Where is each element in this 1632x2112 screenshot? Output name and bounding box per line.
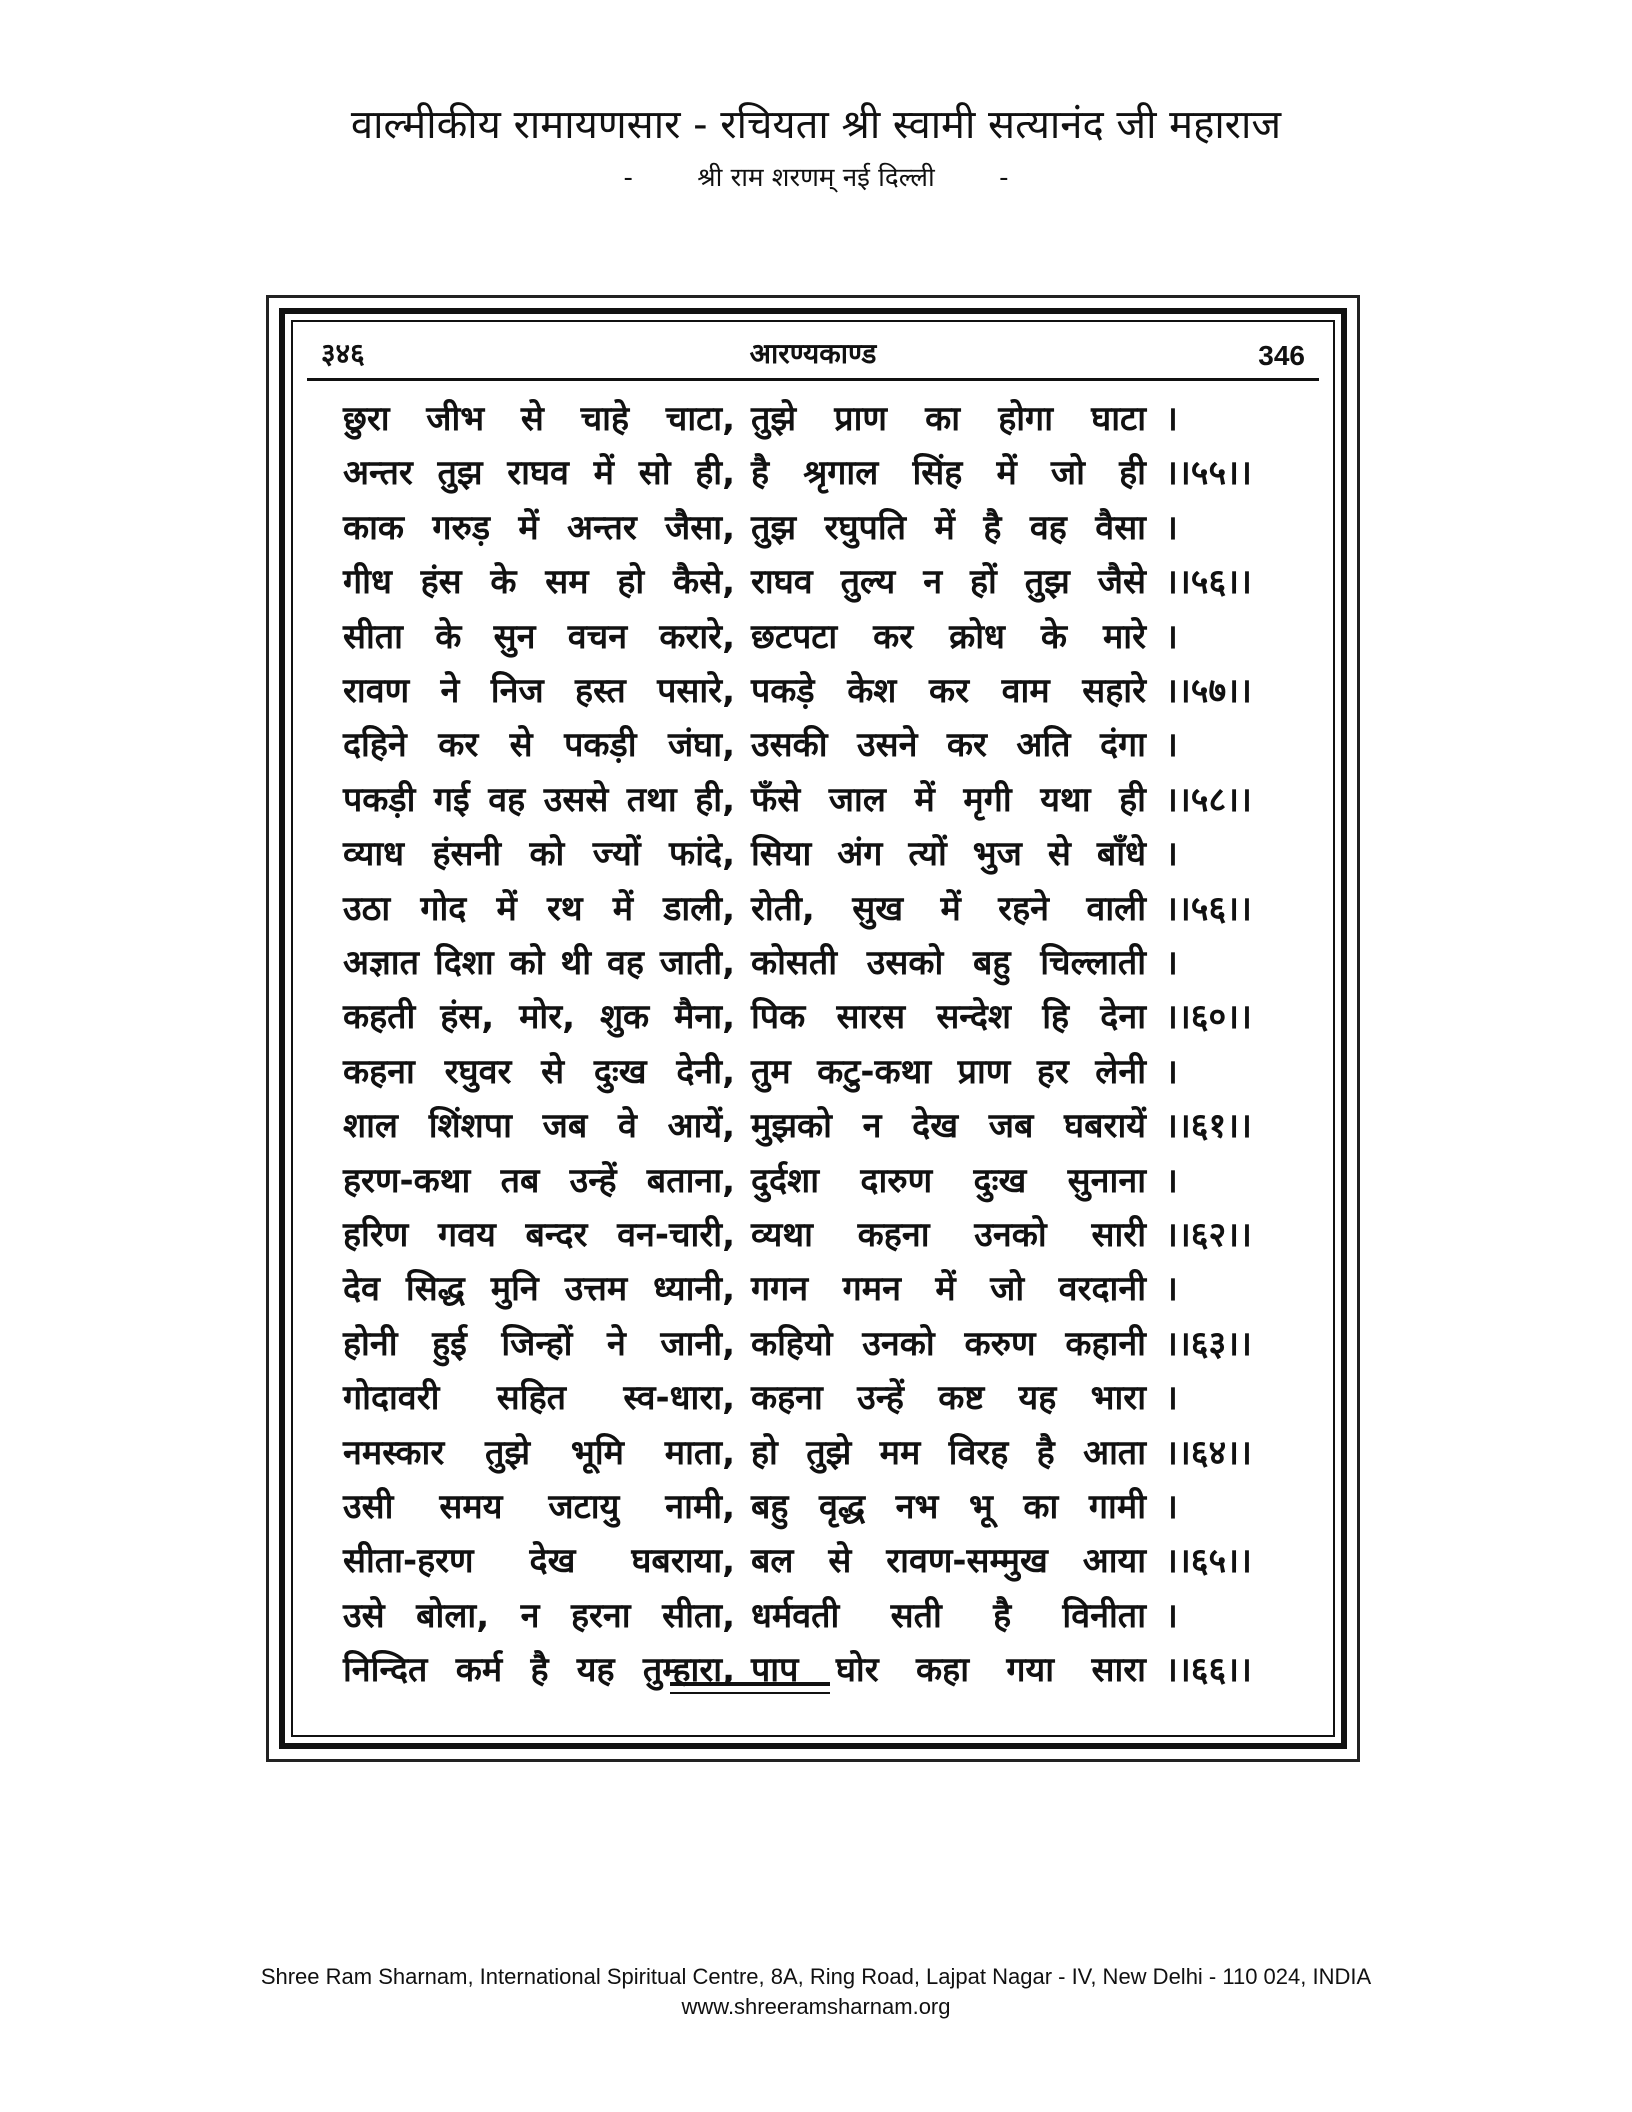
verse-second-half: छटपटा कर क्रोध के मारे [751, 616, 1146, 657]
verse-second-half: तुझे प्राण का होगा घाटा [751, 399, 1146, 439]
verse-line [293, 1426, 1333, 1480]
verse-first-half: सीता-हरण देख घबराया, [343, 1541, 735, 1582]
footer-address: Shree Ram Sharnam, International Spiritual Centre, 8A, Ring Road, Lajpat Nagar - IV, New Delhi - 110 024, INDIA [260, 1964, 1372, 1989]
verse-first-half: अन्तर तुझ राघव में सो ही, [343, 453, 735, 494]
verse-second-half: हो तुझे मम विरह है आता [751, 1432, 1146, 1473]
verse-second-half: तुम कटु-कथा प्राण हर लेनी [751, 1051, 1146, 1092]
verse-line [293, 990, 1333, 1044]
verse-number-mark: । [1165, 1378, 1178, 1419]
verse-first-half: गीध हंस के सम हो कैसे, [343, 562, 735, 603]
verse-number-mark: ।।६२।। [1165, 1215, 1252, 1255]
verse-second-half: रोती, सुख में रहने वाली [751, 888, 1146, 929]
verse-line [293, 1208, 1333, 1262]
verse-second-half: उसकी उसने कर अति दंगा [751, 725, 1146, 766]
verse-line [293, 610, 1333, 664]
verse-first-half: उसे बोला, न हरना सीता, [343, 1595, 735, 1636]
verse-second-half: सिया अंग त्यों भुज से बाँधे [751, 834, 1146, 875]
verse-number-mark: । [1165, 1051, 1178, 1092]
verse-number-mark: ।।६०।। [1165, 997, 1252, 1038]
verse-second-half: दुर्दशा दारुण दुःख सुनाना [751, 1160, 1146, 1201]
verse-line [293, 1371, 1333, 1425]
verse-second-half: पिक सारस सन्देश हि देना [751, 997, 1146, 1038]
verse-first-half: अज्ञात दिशा को थी वह जाती, [343, 943, 735, 983]
verse-number-mark: । [1165, 1269, 1178, 1310]
dash-left: - [623, 163, 633, 193]
verse-number-mark: ।।६६।। [1165, 1650, 1252, 1691]
verse-first-half: कहती हंस, मोर, शुक मैना, [343, 997, 735, 1038]
verse-number-mark: । [1165, 725, 1178, 766]
verse-number-mark: । [1165, 834, 1178, 875]
document-header [0, 100, 1632, 198]
verse-line [293, 664, 1333, 718]
verse-first-half: रावण ने निज हस्त पसारे, [343, 671, 735, 711]
verse-second-half: राघव तुल्य न हों तुझ जैसे [751, 562, 1146, 603]
verse-first-half: हरिण गवय बन्दर वन-चारी, [343, 1215, 735, 1255]
verse-number-mark: ।।५७।। [1165, 671, 1252, 711]
page-number-devanagari: ३४६ [321, 337, 365, 370]
heading-divider [307, 378, 1319, 381]
verse-line [293, 1045, 1333, 1099]
verse-first-half: नमस्कार तुझे भूमि माता, [343, 1432, 735, 1473]
verse-line [293, 773, 1333, 827]
verse-second-half: धर्मवती सती है विनीता [751, 1595, 1146, 1636]
footer [0, 1962, 1632, 2022]
verse-second-half: पकड़े केश कर वाम सहारे [751, 671, 1146, 711]
publisher-line [0, 158, 1632, 198]
verse-second-half: कहियो उनको करुण कहानी [751, 1323, 1146, 1364]
page-frame-inner [279, 308, 1347, 1749]
verse-first-half: दहिने कर से पकड़ी जंघा, [343, 725, 735, 766]
verse-first-half: उठा गोद में रथ में डाली, [343, 888, 735, 929]
section-title: आरण्यकाण्ड [749, 337, 877, 370]
verse-number-mark: । [1165, 507, 1178, 548]
footer-website[interactable]: www.shreeramsharnam.org [681, 1994, 951, 2019]
verse-second-half: मुझको न देख जब घबरायें [751, 1106, 1146, 1147]
verse-line [293, 1317, 1333, 1371]
verse-second-half: तुझ रघुपति में है वह वैसा [751, 507, 1146, 548]
verse-second-half: फँसे जाल में मृगी यथा ही [751, 779, 1146, 820]
verse-second-half: कहना उन्हें कष्ट यह भारा [751, 1378, 1146, 1419]
verse-first-half: उसी समय जटायु नामी, [343, 1487, 735, 1527]
verse-number-mark: ।।५६।। [1165, 562, 1252, 603]
verse-number-mark: ।।६५।। [1165, 1541, 1252, 1582]
verse-line [293, 1262, 1333, 1316]
page-heading [313, 328, 1313, 376]
verse-second-half: पाप घोर कहा गया सारा [751, 1650, 1146, 1691]
verse-first-half: होनी हुई जिन्हों ने जानी, [343, 1323, 735, 1364]
verse-line [293, 936, 1333, 990]
verse-first-half: सीता के सुन वचन करारे, [343, 616, 735, 657]
verse-line [293, 827, 1333, 881]
verse-line [293, 555, 1333, 609]
verse-first-half: छुरा जीभ से चाहे चाटा, [343, 399, 735, 439]
verse-line [293, 446, 1333, 500]
verse-line [293, 1099, 1333, 1153]
verse-second-half: व्यथा कहना उनको सारी [751, 1215, 1146, 1255]
verse-number-mark: । [1165, 399, 1178, 439]
verse-first-half: गोदावरी सहित स्व-धारा, [343, 1378, 735, 1419]
page-frame-innermost [291, 320, 1335, 1737]
verse-second-half: गगन गमन में जो वरदानी [751, 1269, 1146, 1310]
publisher-name: श्री राम शरणम् नई दिल्ली [697, 163, 935, 193]
verse-number-mark: ।।५८।। [1165, 779, 1252, 820]
verse-number-mark: ।।५५।। [1165, 453, 1252, 494]
verse-second-half: है श्रृगाल सिंह में जो ही [751, 453, 1146, 494]
verse-second-half: कोसती उसको बहु चिल्लाती [751, 943, 1146, 983]
end-rule-bottom [670, 1692, 830, 1694]
verse-first-half: हरण-कथा तब उन्हें बताना, [343, 1160, 735, 1201]
verse-first-half: काक गरुड़ में अन्तर जैसा, [343, 507, 735, 548]
verse-number-mark: ।।६१।। [1165, 1106, 1252, 1147]
verse-number-mark: ।।६४।। [1165, 1432, 1252, 1473]
verse-line [293, 882, 1333, 936]
verse-line [293, 1154, 1333, 1208]
end-rule-top [670, 1682, 830, 1686]
verse-first-half: कहना रघुवर से दुःख देनी, [343, 1051, 735, 1092]
verse-line [293, 392, 1333, 446]
verse-number-mark: । [1165, 1595, 1178, 1636]
verse-number-mark: । [1165, 1487, 1178, 1527]
verse-second-half: बल से रावण-सम्मुख आया [751, 1541, 1146, 1582]
verse-line [293, 1643, 1333, 1697]
verse-first-half: पकड़ी गई वह उससे तथा ही, [343, 779, 735, 820]
verse-number-mark: ।।६३।। [1165, 1323, 1252, 1364]
verse-line [293, 1480, 1333, 1534]
verse-second-half: बहु वृद्ध नभ भू का गामी [751, 1487, 1146, 1527]
page-number: 346 [1258, 340, 1305, 371]
verse-first-half: निन्दित कर्म है यह तुम्हारा, [343, 1650, 735, 1691]
verse-number-mark: । [1165, 1160, 1178, 1201]
verse-line [293, 718, 1333, 772]
verse-first-half: शाल शिंशपा जब वे आयें, [343, 1106, 735, 1147]
verse-number-mark: ।।५६।। [1165, 888, 1252, 929]
verse-line [293, 1534, 1333, 1588]
verse-number-mark: । [1165, 943, 1178, 983]
verse-number-mark: । [1165, 616, 1178, 657]
verse-line [293, 1589, 1333, 1643]
page-frame [266, 295, 1360, 1762]
verse-first-half: व्याध हंसनी को ज्यों फांदे, [343, 834, 735, 875]
verse-line [293, 501, 1333, 555]
dash-right: - [999, 163, 1009, 193]
verse-first-half: देव सिद्ध मुनि उत्तम ध्यानी, [343, 1269, 735, 1310]
book-title: वाल्मीकीय रामायणसार - रचियता श्री स्वामी सत्यानंद जी महाराज [350, 102, 1282, 148]
